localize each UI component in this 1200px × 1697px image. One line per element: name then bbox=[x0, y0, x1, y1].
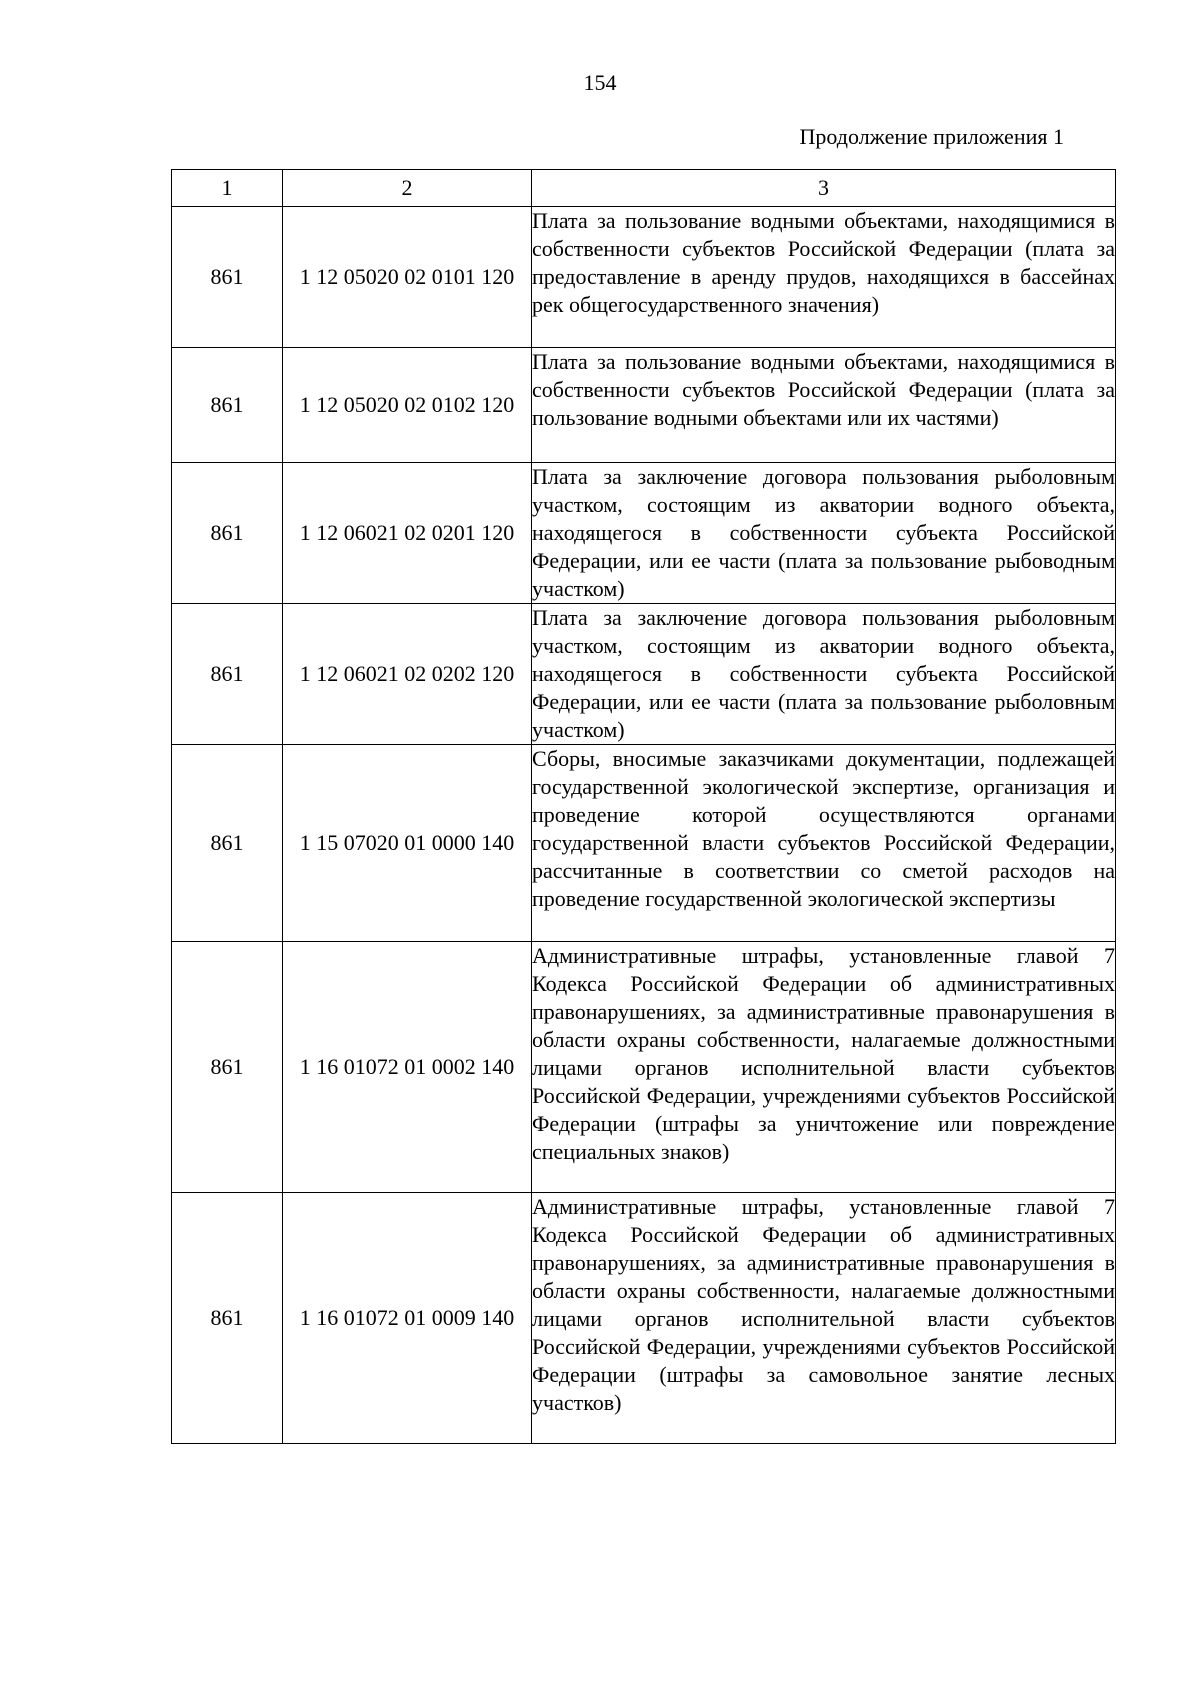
table-row bbox=[172, 1193, 1116, 1444]
description-cell: Административные штрафы, установленные главой 7 Кодекса Российской Федерации об административных правонарушениях, за административные правонарушения в области охраны собственности, налагаемые должностными лицами органов исполнительной власти субъектов Российской Федерации, учреждениями субъектов Российской Федерации (штрафы за самовольное занятие лесных участков) bbox=[532, 1193, 1116, 1444]
description-cell: Плата за заключение договора пользования рыболовным участком, состоящим из акватории водного объекта, находящегося в собственности субъекта Российской Федерации, или ее части (плата за пользование рыбоводным участком) bbox=[532, 463, 1116, 604]
kbk-code-cell: 1 15 07020 01 0000 140 bbox=[283, 745, 532, 942]
org-code-cell: 861 bbox=[172, 745, 283, 942]
description-cell: Плата за пользование водными объектами, находящимися в собственности субъектов Российской Федерации (плата за предоставление в аренду прудов, находящихся в бассейнах рек общегосударственного значения) bbox=[532, 207, 1116, 348]
org-code-cell: 861 bbox=[172, 348, 283, 463]
org-code-cell: 861 bbox=[172, 604, 283, 745]
revenue-codes-table bbox=[171, 169, 1116, 1444]
kbk-code-cell: 1 12 05020 02 0101 120 bbox=[283, 207, 532, 348]
org-code-cell: 861 bbox=[172, 463, 283, 604]
kbk-code-cell: 1 16 01072 01 0009 140 bbox=[283, 1193, 532, 1444]
description-cell: Плата за заключение договора пользования рыболовным участком, состоящим из акватории водного объекта, находящегося в собственности субъекта Российской Федерации, или ее части (плата за пользование рыболовным участком) bbox=[532, 604, 1116, 745]
kbk-code-cell: 1 12 06021 02 0202 120 bbox=[283, 604, 532, 745]
table-row bbox=[172, 745, 1116, 942]
table-row bbox=[172, 604, 1116, 745]
table-row bbox=[172, 348, 1116, 463]
header-col-1: 1 bbox=[172, 170, 283, 207]
description-cell: Сборы, вносимые заказчиками документации, подлежащей государственной экологической экспертизе, организация и проведение которой осуществляются органами государственной власти субъектов Российской Федерации, рассчитанные в соответствии со сметой расходов на проведение государственной экологической экспертизы bbox=[532, 745, 1116, 942]
table-row bbox=[172, 207, 1116, 348]
kbk-code-cell: 1 12 06021 02 0201 120 bbox=[283, 463, 532, 604]
continuation-note: Продолжение приложения 1 bbox=[799, 124, 1064, 149]
header-col-3: 3 bbox=[532, 170, 1116, 207]
header-col-2: 2 bbox=[283, 170, 532, 207]
org-code-cell: 861 bbox=[172, 207, 283, 348]
description-cell: Административные штрафы, установленные главой 7 Кодекса Российской Федерации об административных правонарушениях, за административные правонарушения в области охраны собственности, налагаемые должностными лицами органов исполнительной власти субъектов Российской Федерации, учреждениями субъектов Российской Федерации (штрафы за уничтожение или повреждение специальных знаков) bbox=[532, 942, 1116, 1193]
description-cell: Плата за пользование водными объектами, находящимися в собственности субъектов Российской Федерации (плата за пользование водными объектами или их частями) bbox=[532, 348, 1116, 463]
table-row bbox=[172, 463, 1116, 604]
table-header-row bbox=[172, 170, 1116, 207]
table-row bbox=[172, 942, 1116, 1193]
page-number: 154 bbox=[583, 70, 617, 95]
org-code-cell: 861 bbox=[172, 1193, 283, 1444]
org-code-cell: 861 bbox=[172, 942, 283, 1193]
kbk-code-cell: 1 16 01072 01 0002 140 bbox=[283, 942, 532, 1193]
kbk-code-cell: 1 12 05020 02 0102 120 bbox=[283, 348, 532, 463]
